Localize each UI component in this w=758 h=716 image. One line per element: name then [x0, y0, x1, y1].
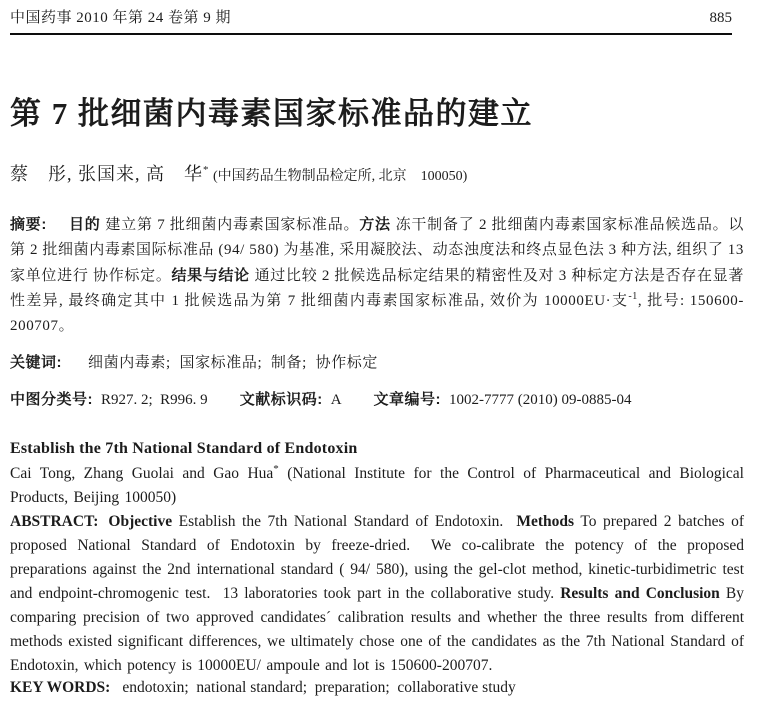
authors-line-en	[10, 462, 744, 510]
page-number: 885	[709, 10, 732, 26]
objective-label-en: Objective	[108, 513, 173, 530]
clc-value: R927. 2; R996. 9	[101, 392, 208, 408]
methods-text-zh: 冻干制备了 2 批细菌内毒素国家标准品候选品。以第 2 批细菌内毒素国际标准品 (94/ 580) 为基准, 采用凝胶法、动态浊度法和终点显色法 3 种方法, 组织了 13 家单位进行 协作标定。	[10, 217, 749, 284]
keywords-text-en: endotoxin; national standard; preparation; collaborative study	[122, 679, 516, 696]
author-names-en: Cai Tong, Zhang Guolai and Gao Hua	[10, 465, 274, 482]
methods-text-en: To prepared 2 batches of proposed National Standard of Endotoxin by freeze-dried. We co-calibrate the potency of the proposed preparations against the 2nd international standard ( 94/ 580), using the gel-clot method, kinetic-turbidimetric test and endpoint-chromogenic test. 13 laboratories took part in the collaborative study.	[10, 513, 750, 602]
doc-code-group	[240, 392, 342, 408]
author-footnote-mark-zh: *	[203, 164, 210, 176]
objective-label-zh: 目的	[68, 216, 101, 233]
objective-text-zh: 建立第 7 批细菌内毒素国家标准品。	[105, 217, 360, 233]
classification-line	[10, 387, 744, 413]
page-header	[10, 8, 744, 28]
article-title-en: Establish the 7th National Standard of Endotoxin	[10, 440, 358, 457]
results-label-en: Results and Conclusion	[560, 585, 720, 602]
abstract-label-en: ABSTRACT:	[10, 513, 99, 530]
results-text-en: By comparing precision of two approved candidates´ calibration results and whether the three results from different methods existed significant differences, we ultimately chose one of the candidates as the 7th National Standard of Endotoxin, which potency is 10000EU/ ampoule and lot is 150600-200707.	[10, 585, 750, 674]
keywords-text-zh: 细菌内毒素; 国家标准品; 制备; 协作标定	[88, 355, 379, 371]
abstract-zh	[10, 212, 749, 339]
affiliation-en: (National Institute for the Control of Pharmaceutical and Biological Products, Beijing 100050)	[10, 465, 744, 506]
results-label-zh: 结果与结论	[171, 267, 250, 284]
authors-line-zh	[10, 161, 744, 190]
author-footnote-mark-en: *	[273, 462, 279, 475]
author-names-zh: 蔡 彤, 张国来, 高 华	[10, 164, 203, 184]
potency-superscript: -1	[628, 291, 638, 302]
affiliation-zh: (中国药品生物制品检定所, 北京 100050)	[209, 169, 468, 184]
objective-text-en: Establish the 7th National Standard of Endotoxin.	[178, 513, 517, 530]
results-text-zh: 通过比较 2 批候选品标定结果的精密性及对 3 种标定方法是否存在显著性差异, 最终确定其中 1 批候选品为第 7 批细菌内毒素国家标准品, 效价为 10000EU·支	[10, 268, 744, 309]
doc-code-value: A	[330, 392, 342, 408]
abstract-label-zh: 摘要:	[10, 216, 47, 233]
keywords-line-zh	[10, 350, 744, 376]
clc-label: 中图分类号:	[10, 391, 93, 408]
article-id-label: 文章编号:	[373, 391, 442, 408]
article-title-zh: 第 7 批细菌内毒素国家标准品的建立	[10, 96, 533, 131]
methods-label-en: Methods	[516, 513, 575, 530]
keywords-label-en: KEY WORDS:	[10, 679, 111, 696]
keywords-label-zh: 关键词:	[10, 354, 62, 371]
methods-label-zh: 方法	[359, 216, 391, 233]
abstract-en	[10, 510, 750, 678]
results-tail-zh: , 批号: 150600-200707。	[10, 293, 744, 334]
header-rule	[10, 33, 732, 35]
keywords-line-en	[10, 678, 744, 697]
article-id-value: 1002-7777 (2010) 09-0885-04	[449, 392, 632, 408]
journal-title: 中国药事 2010 年第 24 卷第 9 期	[10, 10, 232, 26]
article-id-group	[374, 392, 632, 408]
doc-code-label: 文献标识码:	[239, 391, 323, 408]
clc-group	[10, 392, 208, 408]
